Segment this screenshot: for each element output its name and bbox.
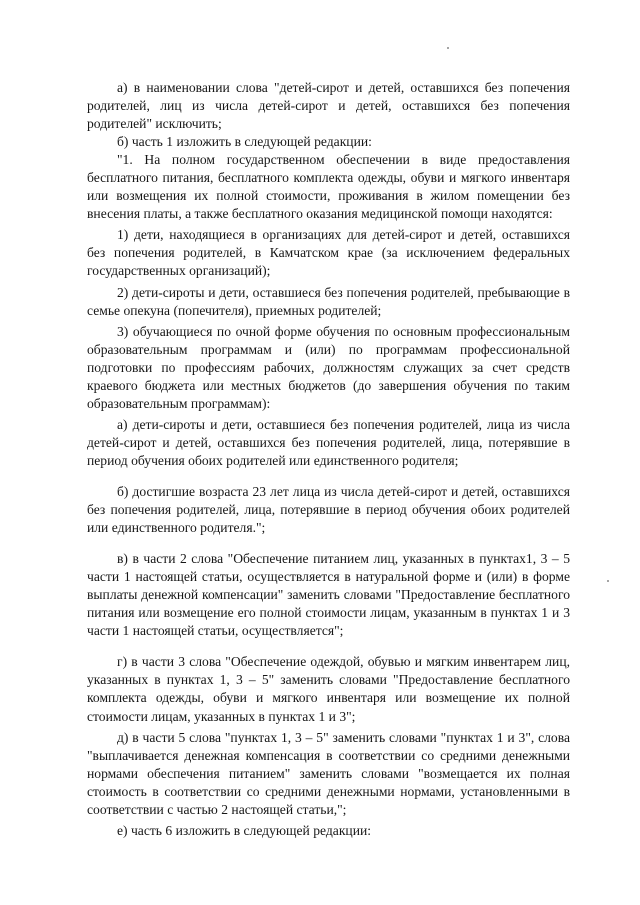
paragraph-b: б) часть 1 изложить в следующей редакции: bbox=[117, 134, 372, 150]
paragraph-part-1-text: "1. На полном государственном обеспечении в виде предоставления бесплатного питания, бесплатного комплекта одежды, обуви и мягкого инвентаря или возмещения их полной стоимости, проживания в жилом помещении без внесения платы, а также бесплатного оказания медицинской помощи находятся: bbox=[87, 152, 570, 222]
subitem-b: б) достигшие возраста 23 лет лица из числа детей-сирот и детей, оставшихся без попечения родителей, лица, потерявшие в период обучения обоих родителей или единственного родителя."; bbox=[87, 483, 570, 536]
paragraph-d: д) в части 5 слова "пунктах 1, 3 – 5" заменить словами "пунктах 1 и 3", слова "выплачивается денежная компенсация в соответствии со средними денежными нормами обеспечения питанием" заменить словами "возмещается их полная стоимость в соответствии со средними денежными нормами, установленными в соответствии с частью 2 настоящей статьи,"; bbox=[87, 729, 570, 817]
document-body bbox=[87, 79, 570, 840]
list-item-1: 1) дети, находящиеся в организациях для детей-сирот и детей, оставшихся без попечения родителей, в Камчатском крае (за исключением федеральных государственных организаций); bbox=[87, 227, 570, 279]
paragraph-a: а) в наименовании слова "детей-сирот и детей, оставшихся без попечения родителей, лиц из числа детей-сирот и детей, оставшихся без попечения родителей" исключить; bbox=[87, 80, 570, 132]
scan-speck bbox=[607, 580, 609, 582]
scan-speck bbox=[447, 47, 449, 49]
list-item-2: 2) дети-сироты и дети, оставшиеся без попечения родителей, пребывающие в семье опекуна (попечителя), приемных родителей; bbox=[87, 284, 570, 318]
list-item-3: 3) обучающиеся по очной форме обучения по основным профессиональным образовательным программам и (или) по программам профессиональной подготовки по профессиям рабочих, должностям служащих за счет средств краевого бюджета или местных бюджетов (до завершения обучения по таким образовательным программам): bbox=[87, 323, 570, 411]
paragraph-g: г) в части 3 слова "Обеспечение одеждой, обувью и мягким инвентарем лиц, указанных в пунктах 1, 3 – 5" заменить словами "Предоставление бесплатного комплекта одежды, обуви и мягкого инвентаря или возмещение их полной стоимости лицам, указанных в пунктах 1 и 3"; bbox=[87, 654, 570, 724]
paragraph-v: в) в части 2 слова "Обеспечение питанием лиц, указанных в пунктах1, 3 – 5 части 1 настоящей статьи, осуществляется в натуральной форме и (или) в форме выплаты денежной компенсации" заменить словами "Предоставление бесплатного питания или возмещение его полной стоимости лицам, указанным в пунктах 1 и 3 части 1 настоящей статьи, осуществляется"; bbox=[87, 551, 570, 639]
paragraph-e: е) часть 6 изложить в следующей редакции: bbox=[117, 822, 372, 838]
subitem-a: а) дети-сироты и дети, оставшиеся без попечения родителей, лица из числа детей-сирот и детей, оставшихся без попечения родителей, лица, потерявшие в период обучения обоих родителей или единственного родителя; bbox=[87, 416, 570, 468]
